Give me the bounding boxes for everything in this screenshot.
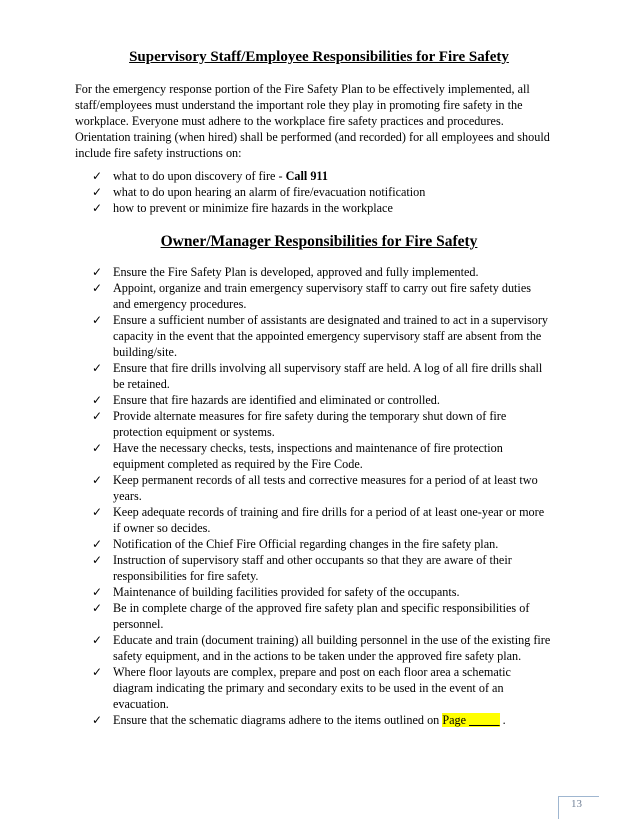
checklist-item-line: years. (113, 489, 142, 503)
checklist-item-line: Ensure that the schematic diagrams adhere to the items outlined on Page _____ . (113, 713, 506, 727)
intro-paragraph (75, 81, 565, 161)
checkmark-icon: ✓ (92, 585, 103, 599)
checklist-item (92, 584, 572, 600)
checklist-item (92, 632, 572, 664)
checklist-item-line: capacity in the event that the appointed emergency supervisory staff are absent from the (113, 329, 542, 343)
checkmark-icon: ✓ (92, 265, 103, 279)
checkmark-icon: ✓ (92, 505, 103, 519)
checklist-item-line: be retained. (113, 377, 170, 391)
checklist-item (92, 392, 572, 408)
checklist-supervisory (92, 168, 572, 216)
checklist-item (92, 280, 572, 312)
checklist-item (92, 200, 572, 216)
checkmark-icon: ✓ (92, 185, 103, 199)
checkmark-icon: ✓ (92, 313, 103, 327)
checkmark-icon: ✓ (92, 201, 103, 215)
checklist-item-line: personnel. (113, 617, 164, 631)
checkmark-icon: ✓ (92, 281, 103, 295)
checklist-item (92, 600, 572, 632)
page-number: 13 (571, 798, 582, 810)
checklist-item (92, 504, 572, 536)
checkmark-icon: ✓ (92, 665, 103, 679)
checkmark-icon: ✓ (92, 473, 103, 487)
checkmark-icon: ✓ (92, 553, 103, 567)
checkmark-icon: ✓ (92, 441, 103, 455)
checklist-item (92, 712, 572, 728)
checkmark-icon: ✓ (92, 409, 103, 423)
page-reference-highlight (442, 713, 499, 727)
checklist-item (92, 168, 572, 184)
checklist-item-line: what to do upon hearing an alarm of fire/evacuation notification (113, 185, 426, 199)
checklist-item-line: Instruction of supervisory staff and other occupants so that they are aware of their (113, 553, 512, 567)
checklist-item-line: Ensure that fire drills involving all supervisory staff are held. A log of all fire drills shall (113, 361, 543, 375)
emphasis-text: Call 911 (285, 169, 328, 183)
checklist-item (92, 552, 572, 584)
checklist-item-line: Maintenance of building facilities provided for safety of the occupants. (113, 585, 460, 599)
checklist-item (92, 408, 572, 440)
checkmark-icon: ✓ (92, 537, 103, 551)
intro-line: For the emergency response portion of the Fire Safety Plan to be effectively implemented, all (75, 82, 530, 96)
checklist-item-line: Ensure that fire hazards are identified and eliminated or controlled. (113, 393, 440, 407)
checklist-item-line: Educate and train (document training) all building personnel in the use of the existing fire (113, 633, 551, 647)
checklist-item-line: responsibilities for fire safety. (113, 569, 259, 583)
checklist-item (92, 536, 572, 552)
checklist-item-line: Appoint, organize and train emergency supervisory staff to carry out fire safety duties (113, 281, 531, 295)
checklist-item-line: if owner so decides. (113, 521, 211, 535)
checklist-owner (92, 264, 572, 728)
checklist-item-line: Have the necessary checks, tests, inspections and maintenance of fire protection (113, 441, 503, 455)
checklist-item (92, 664, 572, 712)
checklist-item-line: Ensure a sufficient number of assistants are designated and trained to act in a supervisory (113, 313, 549, 327)
checklist-item-line: building/site. (113, 345, 177, 359)
intro-line: staff/employees must understand the important role they play in promoting fire safety in the (75, 98, 523, 112)
item-tail-text: . (499, 713, 506, 727)
checklist-item-line: how to prevent or minimize fire hazards in the workplace (113, 201, 393, 215)
checklist-item-line: Provide alternate measures for fire safety during the temporary shut down of fire (113, 409, 507, 423)
checklist-item-line: what to do upon discovery of fire - Call 911 (113, 169, 328, 183)
checklist-item-line: Keep adequate records of training and fire drills for a period of at least one-year or more (113, 505, 545, 519)
checklist-item-line: Keep permanent records of all tests and corrective measures for a period of at least two (113, 473, 538, 487)
checkmark-icon: ✓ (92, 361, 103, 375)
intro-line: include fire safety instructions on: (75, 146, 242, 160)
checkmark-icon: ✓ (92, 169, 103, 183)
page-reference-label: Page (442, 713, 470, 727)
checklist-item-line: Where floor layouts are complex, prepare and post on each floor area a schematic (113, 665, 511, 679)
checkmark-icon: ✓ (92, 601, 103, 615)
checklist-item (92, 440, 572, 472)
checklist-item-line: Ensure the Fire Safety Plan is developed, approved and fully implemented. (113, 265, 479, 279)
checklist-item-line: Notification of the Chief Fire Official regarding changes in the fire safety plan. (113, 537, 499, 551)
checklist-item (92, 360, 572, 392)
page-number-blank: _____ (469, 713, 500, 727)
checklist-item (92, 472, 572, 504)
checklist-item-line: Be in complete charge of the approved fire safety plan and specific responsibilities of (113, 601, 530, 615)
section-heading-supervisory: Supervisory Staff/Employee Responsibilities for Fire Safety (129, 49, 509, 65)
checklist-item (92, 184, 572, 200)
checklist-item-line: evacuation. (113, 697, 169, 711)
checklist-item (92, 312, 572, 360)
checklist-item-line: diagram indicating the primary and secondary exits to be used in the event of an (113, 681, 504, 695)
checklist-item-line: and emergency procedures. (113, 297, 247, 311)
checkmark-icon: ✓ (92, 713, 103, 727)
intro-line: Orientation training (when hired) shall be performed (and recorded) for all employees and should (75, 130, 550, 144)
checklist-item (92, 264, 572, 280)
checklist-item-line: protection equipment or systems. (113, 425, 275, 439)
section-heading-owner: Owner/Manager Responsibilities for Fire Safety (160, 233, 478, 250)
checkmark-icon: ✓ (92, 393, 103, 407)
checkmark-icon: ✓ (92, 633, 103, 647)
intro-line: workplace. Everyone must adhere to the workplace fire safety practices and procedures. (75, 114, 504, 128)
checklist-item-line: equipment completed as required by the Fire Code. (113, 457, 363, 471)
checklist-item-line: safety equipment, and in the actions to be taken under the approved fire safety plan. (113, 649, 522, 663)
